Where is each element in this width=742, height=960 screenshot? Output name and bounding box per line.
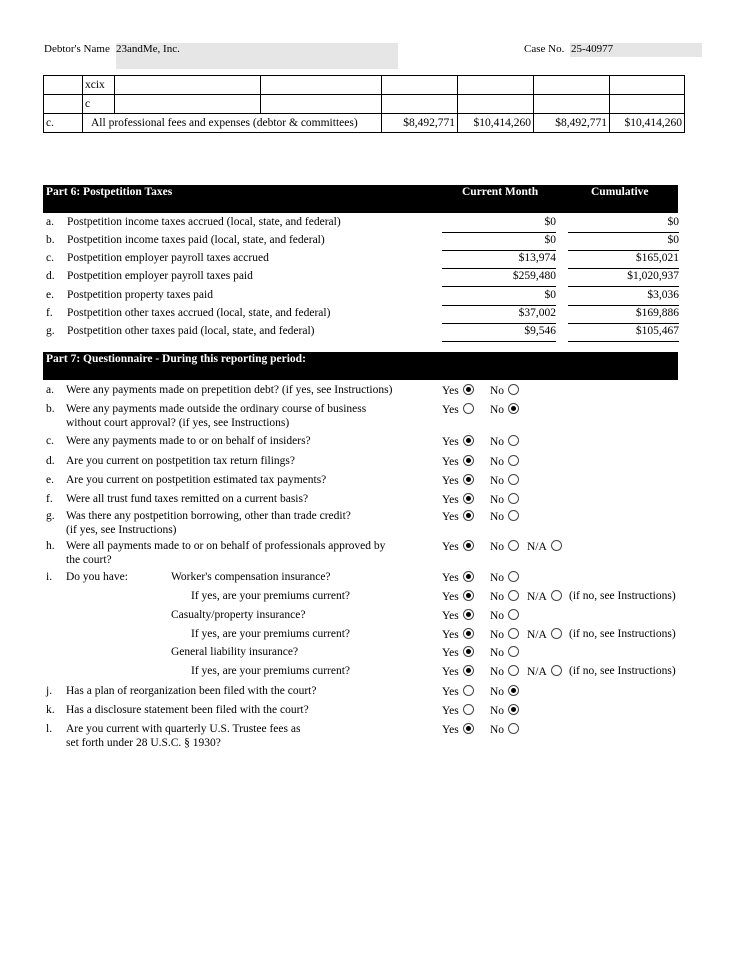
no-label: No xyxy=(490,629,505,641)
question-text: Was there any postpetition borrowing, other than trade credit? xyxy=(66,510,351,522)
professional-fees-table xyxy=(43,75,685,133)
insurance-question-text: If yes, are your premiums current? xyxy=(191,590,351,602)
tax-cumulative-value[interactable]: $169,886 xyxy=(568,307,679,324)
yes-label: Yes xyxy=(442,494,459,506)
tax-row-letter: e. xyxy=(46,289,54,301)
tax-row-letter: c. xyxy=(46,252,54,264)
na-radio[interactable] xyxy=(551,665,562,676)
do-you-have-label: Do you have: xyxy=(66,571,128,583)
tax-cumulative-value[interactable]: $105,467 xyxy=(568,325,679,342)
yes-radio[interactable] xyxy=(463,540,474,551)
total-value-2: $10,414,260 xyxy=(458,114,534,133)
no-radio[interactable] xyxy=(508,571,519,582)
yes-radio[interactable] xyxy=(463,685,474,696)
no-radio[interactable] xyxy=(508,685,519,696)
yes-label: Yes xyxy=(442,724,459,736)
yes-option[interactable] xyxy=(442,510,474,523)
no-label: No xyxy=(490,705,505,717)
tax-current-value[interactable]: $9,546 xyxy=(442,325,556,342)
no-option[interactable] xyxy=(490,493,519,506)
tax-row-letter: g. xyxy=(46,325,55,337)
yes-label: Yes xyxy=(442,666,459,678)
no-label: No xyxy=(490,404,505,416)
question-text-cont: (if yes, see Instructions) xyxy=(66,524,177,536)
cell xyxy=(458,95,534,114)
col-current-month: Current Month xyxy=(462,186,539,198)
na-option[interactable] xyxy=(527,665,562,678)
yes-option[interactable] xyxy=(442,685,474,698)
instructions-note: (if no, see Instructions) xyxy=(569,665,676,677)
no-radio[interactable] xyxy=(508,510,519,521)
yes-option[interactable] xyxy=(442,540,474,553)
question-text: Are you current on postpetition estimated tax payments? xyxy=(66,474,327,486)
yes-label: Yes xyxy=(442,686,459,698)
question-text: Were any payments made outside the ordinary course of business xyxy=(66,403,367,415)
yes-label: Yes xyxy=(442,456,459,468)
yes-label: Yes xyxy=(442,705,459,717)
tax-current-value[interactable]: $37,002 xyxy=(442,307,556,324)
yes-radio[interactable] xyxy=(463,571,474,582)
no-label: No xyxy=(490,666,505,678)
no-option[interactable] xyxy=(490,628,519,641)
yes-option[interactable] xyxy=(442,493,474,506)
instructions-note: (if no, see Instructions) xyxy=(569,628,676,640)
no-radio[interactable] xyxy=(508,474,519,485)
cell xyxy=(115,95,261,114)
no-option[interactable] xyxy=(490,384,519,397)
yes-option[interactable] xyxy=(442,590,474,603)
case-no-label: Case No. xyxy=(524,43,565,55)
tax-row-label: Postpetition employer payroll taxes paid xyxy=(67,270,253,282)
debtor-name-label: Debtor's Name xyxy=(44,43,110,55)
no-radio[interactable] xyxy=(508,704,519,715)
tax-row-label: Postpetition income taxes accrued (local, state, and federal) xyxy=(67,216,341,228)
question-text: Were any payments made on prepetition debt? (if yes, see Instructions) xyxy=(66,384,393,396)
yes-radio[interactable] xyxy=(463,455,474,466)
tax-cumulative-value[interactable]: $0 xyxy=(568,216,679,233)
no-label: No xyxy=(490,475,505,487)
cell xyxy=(261,76,382,95)
na-label: N/A xyxy=(527,541,547,553)
yes-option[interactable] xyxy=(442,455,474,468)
no-label: No xyxy=(490,591,505,603)
total-value-4: $10,414,260 xyxy=(610,114,685,133)
insurance-question-text: General liability insurance? xyxy=(171,646,299,658)
no-label: No xyxy=(490,647,505,659)
question-text-cont: without court approval? (if yes, see Instructions) xyxy=(66,417,290,429)
no-label: No xyxy=(490,436,505,448)
no-radio[interactable] xyxy=(508,590,519,601)
no-label: No xyxy=(490,511,505,523)
no-radio[interactable] xyxy=(508,384,519,395)
no-option[interactable] xyxy=(490,646,519,659)
yes-option[interactable] xyxy=(442,435,474,448)
no-label: No xyxy=(490,610,505,622)
question-letter: l. xyxy=(46,723,53,735)
tax-current-value[interactable]: $259,480 xyxy=(442,270,556,287)
question-text: Were all trust fund taxes remitted on a current basis? xyxy=(66,493,309,505)
na-radio[interactable] xyxy=(551,590,562,601)
row-letter xyxy=(44,76,83,95)
question-letter: c. xyxy=(46,435,54,447)
na-option[interactable] xyxy=(527,590,562,603)
tax-row-letter: a. xyxy=(46,216,54,228)
no-label: No xyxy=(490,572,505,584)
table-total-row xyxy=(44,114,685,133)
yes-radio[interactable] xyxy=(463,723,474,734)
insurance-question-text: If yes, are your premiums current? xyxy=(191,665,351,677)
no-label: No xyxy=(490,456,505,468)
no-radio[interactable] xyxy=(508,609,519,620)
tax-current-value[interactable]: $0 xyxy=(442,289,556,306)
no-radio[interactable] xyxy=(508,665,519,676)
yes-label: Yes xyxy=(442,610,459,622)
tax-row-letter: d. xyxy=(46,270,55,282)
no-label: No xyxy=(490,494,505,506)
yes-radio[interactable] xyxy=(463,628,474,639)
yes-label: Yes xyxy=(442,436,459,448)
cell xyxy=(382,76,458,95)
yes-option[interactable] xyxy=(442,403,474,416)
yes-radio[interactable] xyxy=(463,384,474,395)
question-text: Has a plan of reorganization been filed with the court? xyxy=(66,685,317,697)
no-label: No xyxy=(490,541,505,553)
na-label: N/A xyxy=(527,666,547,678)
no-option[interactable] xyxy=(490,723,519,736)
no-option[interactable] xyxy=(490,665,519,678)
cell xyxy=(610,76,685,95)
no-option[interactable] xyxy=(490,704,519,717)
question-text: Were any payments made to or on behalf of insiders? xyxy=(66,435,311,447)
yes-option[interactable] xyxy=(442,723,474,736)
question-text: Has a disclosure statement been filed with the court? xyxy=(66,704,309,716)
table-row xyxy=(44,95,685,114)
no-radio[interactable] xyxy=(508,455,519,466)
yes-label: Yes xyxy=(442,385,459,397)
cell xyxy=(534,76,610,95)
na-option[interactable] xyxy=(527,540,562,553)
na-radio[interactable] xyxy=(551,540,562,551)
question-letter: f. xyxy=(46,493,53,505)
row-letter xyxy=(44,95,83,114)
yes-radio[interactable] xyxy=(463,510,474,521)
tax-row-label: Postpetition other taxes paid (local, state, and federal) xyxy=(67,325,315,337)
yes-option[interactable] xyxy=(442,704,474,717)
tax-row-letter: f. xyxy=(46,307,53,319)
question-letter: i. xyxy=(46,571,53,583)
row-roman: xcix xyxy=(83,76,115,95)
yes-label: Yes xyxy=(442,591,459,603)
na-option[interactable] xyxy=(527,628,562,641)
total-value-1: $8,492,771 xyxy=(382,114,458,133)
question-letter: a. xyxy=(46,384,54,396)
yes-option[interactable] xyxy=(442,571,474,584)
tax-cumulative-value[interactable]: $1,020,937 xyxy=(568,270,679,287)
no-option[interactable] xyxy=(490,590,519,603)
cell xyxy=(534,95,610,114)
no-radio[interactable] xyxy=(508,493,519,504)
na-radio[interactable] xyxy=(551,628,562,639)
tax-row-label: Postpetition other taxes accrued (local, state, and federal) xyxy=(67,307,331,319)
question-text: Are you current on postpetition tax return filings? xyxy=(66,455,295,467)
no-option[interactable] xyxy=(490,540,519,553)
tax-current-value[interactable]: $0 xyxy=(442,234,556,251)
no-radio[interactable] xyxy=(508,723,519,734)
question-letter: h. xyxy=(46,540,55,552)
yes-option[interactable] xyxy=(442,384,474,397)
cell xyxy=(458,76,534,95)
yes-radio[interactable] xyxy=(463,435,474,446)
yes-option[interactable] xyxy=(442,665,474,678)
tax-row-label: Postpetition property taxes paid xyxy=(67,289,213,301)
total-letter: c. xyxy=(44,114,83,133)
yes-option[interactable] xyxy=(442,609,474,622)
yes-label: Yes xyxy=(442,475,459,487)
cell xyxy=(261,95,382,114)
no-label: No xyxy=(490,385,505,397)
debtor-name-value: 23andMe, Inc. xyxy=(116,43,180,55)
yes-label: Yes xyxy=(442,511,459,523)
col-cumulative: Cumulative xyxy=(591,186,649,198)
part7-title: Part 7: Questionnaire - During this reporting period: xyxy=(46,353,306,365)
instructions-note: (if no, see Instructions) xyxy=(569,590,676,602)
question-text: Were all payments made to or on behalf of professionals approved by xyxy=(66,540,386,552)
na-label: N/A xyxy=(527,629,547,641)
no-option[interactable] xyxy=(490,435,519,448)
yes-radio[interactable] xyxy=(463,474,474,485)
yes-radio[interactable] xyxy=(463,665,474,676)
insurance-question-text: If yes, are your premiums current? xyxy=(191,628,351,640)
row-roman: c xyxy=(83,95,115,114)
question-text: Are you current with quarterly U.S. Trustee fees as xyxy=(66,723,301,735)
insurance-question-text: Worker's compensation insurance? xyxy=(171,571,331,583)
no-radio[interactable] xyxy=(508,646,519,657)
no-radio[interactable] xyxy=(508,435,519,446)
total-value-3: $8,492,771 xyxy=(534,114,610,133)
question-letter: b. xyxy=(46,403,55,415)
tax-cumulative-value[interactable]: $165,021 xyxy=(568,252,679,269)
question-letter: e. xyxy=(46,474,54,486)
yes-label: Yes xyxy=(442,541,459,553)
no-option[interactable] xyxy=(490,685,519,698)
yes-label: Yes xyxy=(442,647,459,659)
table-row xyxy=(44,76,685,95)
debtor-name-field[interactable] xyxy=(116,43,398,69)
no-option[interactable] xyxy=(490,571,519,584)
question-text-cont: the court? xyxy=(66,554,112,566)
no-radio[interactable] xyxy=(508,628,519,639)
tax-current-value[interactable]: $13,974 xyxy=(442,252,556,269)
insurance-question-text: Casualty/property insurance? xyxy=(171,609,306,621)
yes-option[interactable] xyxy=(442,474,474,487)
case-no-value: 25-40977 xyxy=(571,43,614,55)
no-label: No xyxy=(490,686,505,698)
no-option[interactable] xyxy=(490,474,519,487)
no-option[interactable] xyxy=(490,403,519,416)
tax-cumulative-value[interactable]: $0 xyxy=(568,234,679,251)
yes-radio[interactable] xyxy=(463,609,474,620)
yes-radio[interactable] xyxy=(463,646,474,657)
cell xyxy=(115,76,261,95)
tax-current-value[interactable]: $0 xyxy=(442,216,556,233)
tax-row-letter: b. xyxy=(46,234,55,246)
yes-radio[interactable] xyxy=(463,704,474,715)
total-label: All professional fees and expenses (debtor & committees) xyxy=(83,114,382,133)
cell xyxy=(610,95,685,114)
tax-row-label: Postpetition employer payroll taxes accrued xyxy=(67,252,269,264)
yes-label: Yes xyxy=(442,629,459,641)
no-option[interactable] xyxy=(490,510,519,523)
question-letter: d. xyxy=(46,455,55,467)
yes-label: Yes xyxy=(442,404,459,416)
part7-header-bar xyxy=(43,352,678,380)
na-label: N/A xyxy=(527,591,547,603)
question-letter: k. xyxy=(46,704,55,716)
part6-title: Part 6: Postpetition Taxes xyxy=(46,186,173,198)
yes-radio[interactable] xyxy=(463,493,474,504)
yes-option[interactable] xyxy=(442,646,474,659)
no-option[interactable] xyxy=(490,455,519,468)
no-radio[interactable] xyxy=(508,403,519,414)
no-radio[interactable] xyxy=(508,540,519,551)
yes-option[interactable] xyxy=(442,628,474,641)
no-label: No xyxy=(490,724,505,736)
question-letter: j. xyxy=(46,685,53,697)
tax-cumulative-value[interactable]: $3,036 xyxy=(568,289,679,306)
tax-row-label: Postpetition income taxes paid (local, state, and federal) xyxy=(67,234,325,246)
case-no-field[interactable] xyxy=(570,43,702,57)
question-text-cont: set forth under 28 U.S.C. § 1930? xyxy=(66,737,221,749)
no-option[interactable] xyxy=(490,609,519,622)
cell xyxy=(382,95,458,114)
part6-header-bar xyxy=(43,185,678,213)
question-letter: g. xyxy=(46,510,55,522)
yes-label: Yes xyxy=(442,572,459,584)
yes-radio[interactable] xyxy=(463,403,474,414)
yes-radio[interactable] xyxy=(463,590,474,601)
